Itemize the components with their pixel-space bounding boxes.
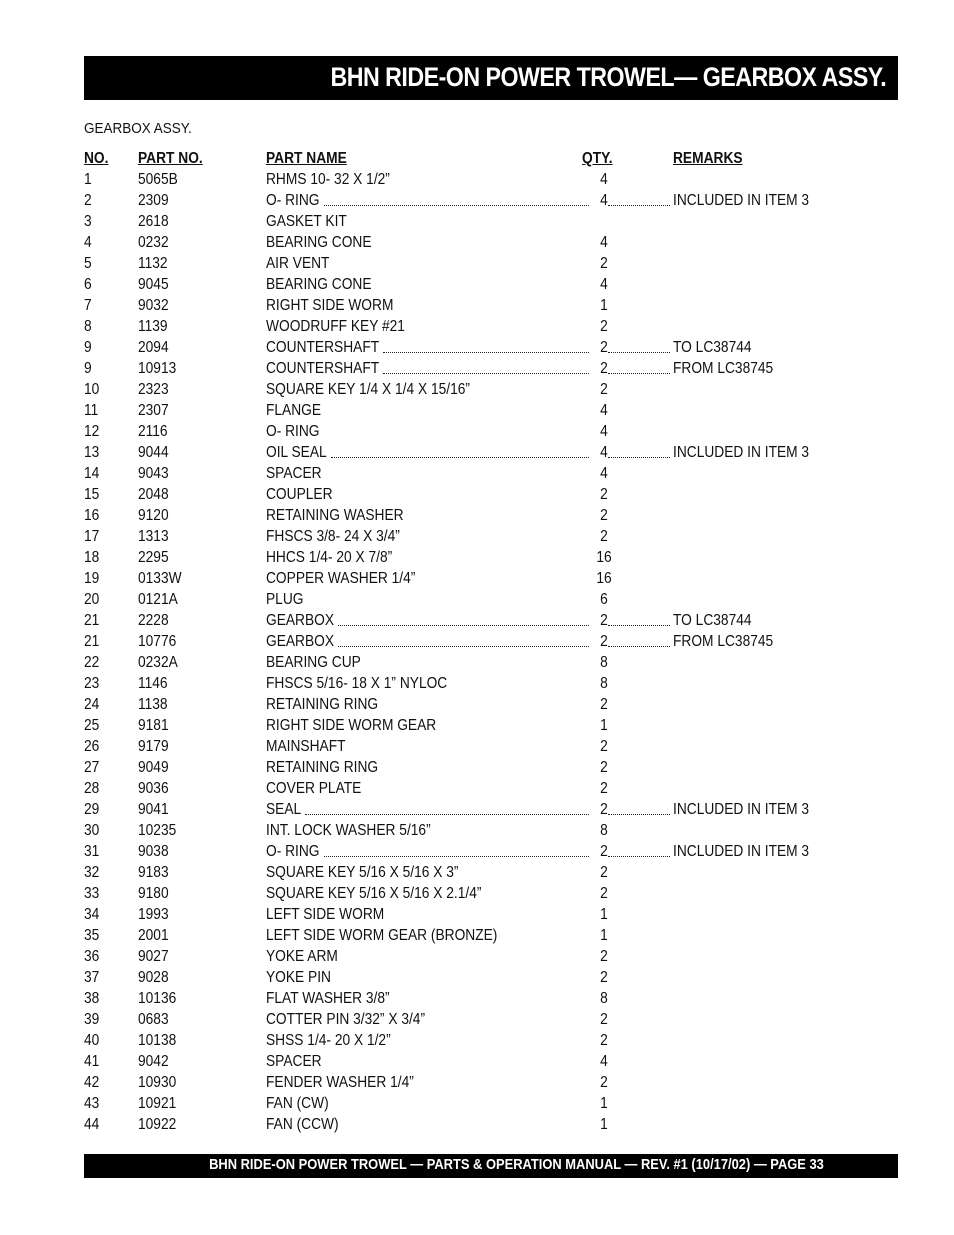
cell-part-name: FENDER WASHER 1/4” [266,1074,414,1091]
cell-no: 42 [84,1074,100,1091]
cell-no: 31 [84,843,100,860]
cell-qty: 2 [600,1032,608,1049]
cell-no: 35 [84,927,100,944]
table-row [84,295,864,316]
cell-part-no: 9041 [138,801,169,818]
table-row [84,736,864,757]
cell-qty: 2 [600,780,608,797]
cell-no: 30 [84,822,100,839]
table-row [84,1114,864,1135]
cell-remarks: INCLUDED IN ITEM 3 [673,192,810,209]
cell-no: 3 [84,213,92,230]
cell-part-name: BEARING CONE [266,234,372,251]
cell-qty: 4 [600,444,608,461]
cell-part-name: SQUARE KEY 1/4 X 1/4 X 15/16” [266,381,470,398]
table-row [84,379,864,400]
cell-no: 27 [84,759,100,776]
dotted-leader [305,814,589,815]
cell-part-name: LEFT SIDE WORM GEAR (BRONZE) [266,927,498,944]
cell-no: 21 [84,612,100,629]
cell-part-no: 10913 [138,360,177,377]
cell-remarks: FROM LC38745 [673,360,774,377]
cell-part-no: 2618 [138,213,169,230]
cell-part-name: RETAINING WASHER [266,507,404,524]
cell-no: 18 [84,549,100,566]
cell-qty: 2 [600,738,608,755]
cell-remarks: TO LC38744 [673,339,752,356]
dotted-leader [338,625,589,626]
cell-part-name: AIR VENT [266,255,330,272]
section-label: GEARBOX ASSY. [84,120,192,137]
table-row [84,274,864,295]
cell-part-no: 9044 [138,444,169,461]
cell-part-name: SPACER [266,1053,322,1070]
cell-no: 28 [84,780,100,797]
cell-qty: 4 [600,1053,608,1070]
cell-qty: 2 [600,318,608,335]
column-header-part-name: PART NAME [266,150,347,167]
table-row [84,526,864,547]
table-row [84,169,864,190]
cell-no: 44 [84,1116,100,1133]
table-row [84,190,864,211]
dotted-leader [331,457,589,458]
cell-part-no: 9179 [138,738,169,755]
cell-no: 20 [84,591,100,608]
cell-no: 40 [84,1032,100,1049]
cell-qty: 4 [600,234,608,251]
cell-part-no: 5065B [138,171,178,188]
cell-part-no: 2048 [138,486,169,503]
cell-no: 16 [84,507,100,524]
cell-qty: 2 [600,360,608,377]
cell-part-name: YOKE PIN [266,969,331,986]
dotted-leader [383,373,589,374]
cell-part-no: 9049 [138,759,169,776]
cell-no: 13 [84,444,100,461]
cell-part-no: 1138 [138,696,168,713]
cell-part-no: 2001 [138,927,169,944]
table-row [84,631,864,652]
cell-part-name: SHSS 1/4- 20 X 1/2” [266,1032,391,1049]
table-row [84,463,864,484]
column-header-part-no: PART NO. [138,150,203,167]
dotted-leader [608,205,670,206]
table-row [84,652,864,673]
page-footer-bar [84,1154,898,1178]
cell-no: 2 [84,192,92,209]
cell-no: 24 [84,696,100,713]
cell-qty: 2 [600,1074,608,1091]
cell-no: 9 [84,339,92,356]
cell-part-name: RETAINING RING [266,759,379,776]
table-row [84,1072,864,1093]
table-row [84,400,864,421]
cell-part-name: RIGHT SIDE WORM GEAR [266,717,437,734]
cell-no: 12 [84,423,100,440]
cell-no: 32 [84,864,100,881]
dotted-leader [608,373,670,374]
cell-part-name: FAN (CW) [266,1095,329,1112]
cell-no: 21 [84,633,100,650]
cell-part-no: 9043 [138,465,169,482]
table-row [84,589,864,610]
cell-part-no: 2116 [138,423,168,440]
cell-qty: 1 [600,1116,608,1133]
dotted-leader [608,457,670,458]
cell-part-no: 1132 [138,255,168,272]
cell-no: 7 [84,297,92,314]
table-row [84,484,864,505]
cell-qty: 2 [600,885,608,902]
cell-remarks: TO LC38744 [673,612,752,629]
cell-part-name: WOODRUFF KEY #21 [266,318,405,335]
cell-no: 6 [84,276,92,293]
cell-part-name: COTTER PIN 3/32” X 3/4” [266,1011,426,1028]
cell-part-name: O- RING [266,843,320,860]
cell-no: 41 [84,1053,100,1070]
cell-part-name: COUNTERSHAFT [266,339,380,356]
cell-no: 25 [84,717,100,734]
cell-part-no: 9181 [138,717,169,734]
cell-part-no: 9045 [138,276,169,293]
cell-part-no: 0232A [138,654,178,671]
cell-part-name: GEARBOX [266,612,335,629]
cell-no: 1 [84,171,92,188]
table-row [84,799,864,820]
cell-part-name: LEFT SIDE WORM [266,906,385,923]
table-row [84,1093,864,1114]
dotted-leader [324,856,589,857]
table-row [84,715,864,736]
cell-qty: 1 [600,906,608,923]
cell-part-name: PLUG [266,591,304,608]
table-row [84,211,864,232]
table-row [84,778,864,799]
dotted-leader [608,646,670,647]
cell-qty: 16 [596,549,612,566]
dotted-leader [608,856,670,857]
cell-qty: 2 [600,1011,608,1028]
cell-part-no: 0121A [138,591,178,608]
cell-part-name: O- RING [266,423,320,440]
cell-qty: 2 [600,759,608,776]
cell-qty: 1 [600,927,608,944]
cell-no: 11 [84,402,99,419]
table-row [84,610,864,631]
cell-part-name: BEARING CONE [266,276,372,293]
cell-part-name: SQUARE KEY 5/16 X 5/16 X 2.1/4” [266,885,482,902]
cell-remarks: INCLUDED IN ITEM 3 [673,843,810,860]
cell-part-no: 9038 [138,843,169,860]
cell-no: 33 [84,885,100,902]
cell-part-name: FLAT WASHER 3/8” [266,990,390,1007]
cell-qty: 2 [600,486,608,503]
table-row [84,904,864,925]
cell-part-no: 1139 [138,318,168,335]
cell-remarks: FROM LC38745 [673,633,774,650]
cell-qty: 2 [600,528,608,545]
cell-part-name: RETAINING RING [266,696,379,713]
table-row [84,505,864,526]
cell-no: 4 [84,234,92,251]
cell-qty: 2 [600,633,608,650]
table-row [84,946,864,967]
table-row [84,883,864,904]
cell-part-no: 2309 [138,192,169,209]
cell-part-no: 10138 [138,1032,177,1049]
page-title: BHN RIDE-ON POWER TROWEL— GEARBOX ASSY. [330,62,886,92]
table-row [84,862,864,883]
cell-part-no: 2307 [138,402,169,419]
cell-qty: 2 [600,381,608,398]
cell-no: 38 [84,990,100,1007]
cell-no: 14 [84,465,100,482]
cell-qty: 1 [600,1095,608,1112]
dotted-leader [608,625,670,626]
table-row [84,841,864,862]
column-header-qty: QTY. [582,150,613,167]
cell-no: 10 [84,381,100,398]
cell-qty: 16 [596,570,612,587]
cell-qty: 2 [600,255,608,272]
cell-part-no: 9042 [138,1053,169,1070]
cell-part-name: MAINSHAFT [266,738,346,755]
cell-no: 29 [84,801,100,818]
cell-part-name: FHSCS 5/16- 18 X 1” NYLOC [266,675,448,692]
table-row [84,337,864,358]
cell-part-no: 2295 [138,549,169,566]
table-row [84,988,864,1009]
cell-qty: 4 [600,276,608,293]
cell-no: 17 [84,528,100,545]
cell-qty: 2 [600,801,608,818]
cell-part-no: 9183 [138,864,169,881]
cell-part-name: INT. LOCK WASHER 5/16” [266,822,431,839]
cell-qty: 4 [600,192,608,209]
cell-part-no: 1146 [138,675,168,692]
table-row [84,1030,864,1051]
cell-no: 36 [84,948,100,965]
cell-part-no: 2323 [138,381,169,398]
cell-qty: 8 [600,990,608,1007]
cell-part-no: 0683 [138,1011,169,1028]
table-row [84,967,864,988]
cell-part-no: 2094 [138,339,169,356]
cell-qty: 6 [600,591,608,608]
table-row [84,925,864,946]
cell-qty: 8 [600,654,608,671]
dotted-leader [338,646,589,647]
table-row [84,253,864,274]
cell-part-name: RIGHT SIDE WORM [266,297,394,314]
cell-part-no: 9180 [138,885,169,902]
cell-part-name: O- RING [266,192,320,209]
cell-part-no: 0232 [138,234,169,251]
cell-no: 26 [84,738,100,755]
cell-remarks: INCLUDED IN ITEM 3 [673,801,810,818]
cell-part-no: 10136 [138,990,177,1007]
cell-part-name: COPPER WASHER 1/4” [266,570,416,587]
table-row [84,442,864,463]
table-row [84,568,864,589]
table-row [84,1009,864,1030]
page-header-bar [84,56,898,100]
cell-part-no: 1313 [138,528,169,545]
cell-qty: 2 [600,696,608,713]
table-row [84,694,864,715]
cell-part-no: 1993 [138,906,169,923]
cell-part-no: 0133W [138,570,182,587]
cell-part-no: 2228 [138,612,169,629]
cell-qty: 2 [600,864,608,881]
cell-qty: 8 [600,675,608,692]
cell-qty: 4 [600,423,608,440]
cell-part-name: COUNTERSHAFT [266,360,380,377]
cell-part-no: 10235 [138,822,177,839]
cell-qty: 2 [600,339,608,356]
table-row [84,757,864,778]
cell-part-no: 9036 [138,780,169,797]
cell-part-name: YOKE ARM [266,948,338,965]
dotted-leader [608,352,670,353]
page-footer-text: BHN RIDE-ON POWER TROWEL — PARTS & OPERATION MANUAL — REV. #1 (10/17/02) — PAGE 33 [209,1156,824,1173]
cell-qty: 2 [600,507,608,524]
cell-part-name: COUPLER [266,486,333,503]
table-row [84,547,864,568]
cell-qty: 2 [600,612,608,629]
table-row [84,1051,864,1072]
cell-part-no: 9120 [138,507,169,524]
cell-part-no: 10930 [138,1074,177,1091]
table-row [84,820,864,841]
cell-no: 19 [84,570,100,587]
cell-qty: 8 [600,822,608,839]
cell-part-name: HHCS 1/4- 20 X 7/8” [266,549,393,566]
cell-part-no: 9028 [138,969,169,986]
cell-part-name: FHSCS 3/8- 24 X 3/4” [266,528,400,545]
parts-table [84,148,864,1135]
cell-no: 43 [84,1095,100,1112]
table-header-row [84,148,864,169]
cell-part-name: GASKET KIT [266,213,347,230]
cell-qty: 4 [600,465,608,482]
cell-part-name: RHMS 10- 32 X 1/2” [266,171,390,188]
dotted-leader [383,352,589,353]
cell-part-name: SPACER [266,465,322,482]
cell-qty: 1 [600,717,608,734]
cell-part-name: SQUARE KEY 5/16 X 5/16 X 3” [266,864,459,881]
cell-no: 23 [84,675,100,692]
cell-part-name: COVER PLATE [266,780,362,797]
cell-part-name: BEARING CUP [266,654,361,671]
dotted-leader [608,814,670,815]
cell-no: 34 [84,906,100,923]
column-header-remarks: REMARKS [673,150,743,167]
cell-part-name: OIL SEAL [266,444,327,461]
cell-no: 39 [84,1011,100,1028]
cell-qty: 1 [600,297,608,314]
cell-part-no: 9027 [138,948,169,965]
table-row [84,232,864,253]
cell-part-no: 10921 [138,1095,177,1112]
cell-part-name: GEARBOX [266,633,335,650]
cell-no: 22 [84,654,100,671]
cell-part-no: 9032 [138,297,169,314]
cell-qty: 2 [600,843,608,860]
table-row [84,421,864,442]
cell-no: 9 [84,360,92,377]
column-header-no: NO. [84,150,109,167]
cell-qty: 4 [600,402,608,419]
cell-remarks: INCLUDED IN ITEM 3 [673,444,810,461]
table-row [84,358,864,379]
cell-part-name: FAN (CCW) [266,1116,339,1133]
cell-part-name: SEAL [266,801,302,818]
cell-no: 5 [84,255,92,272]
cell-part-no: 10922 [138,1116,177,1133]
cell-part-name: FLANGE [266,402,322,419]
cell-part-no: 10776 [138,633,177,650]
table-row [84,673,864,694]
cell-qty: 2 [600,969,608,986]
cell-no: 37 [84,969,100,986]
table-row [84,316,864,337]
cell-qty: 2 [600,948,608,965]
cell-no: 15 [84,486,100,503]
dotted-leader [324,205,589,206]
cell-no: 8 [84,318,92,335]
cell-qty: 4 [600,171,608,188]
